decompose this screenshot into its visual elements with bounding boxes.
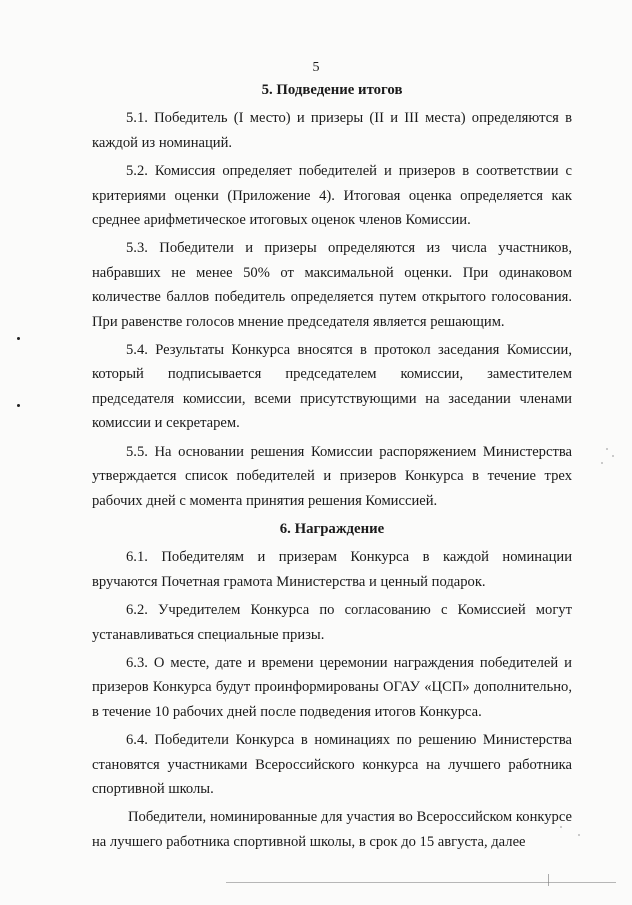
scan-speck bbox=[606, 448, 608, 450]
scan-dot bbox=[17, 337, 20, 340]
paragraph-5-2: 5.2. Комиссия определяет победителей и призеров в соответствии с критериями оценки (Приложение 4). Итоговая оценка определяется как среднее арифметическое итоговых оценок членов Комиссии. bbox=[92, 163, 572, 229]
paragraph-5-5: 5.5. На основании решения Комиссии распоряжением Министерства утверждается список победителей и призеров Конкурса в течение трех рабочих дней с момента принятия решения Комиссией. bbox=[92, 443, 572, 509]
section-6-heading: 6. Награждение bbox=[279, 520, 385, 537]
scan-dot bbox=[17, 404, 20, 407]
scan-speck bbox=[578, 834, 580, 836]
paragraph-6-5: Победители, номинированные для участия во Всероссийском конкурсе на лучшего работника спортивной школы, в срок до 15 августа, далее bbox=[92, 809, 572, 850]
section-5-heading: 5. Подведение итогов bbox=[261, 82, 403, 98]
paragraph-5-4: 5.4. Результаты Конкурса вносятся в протокол заседания Комиссии, который подписывается председателем комиссии, заместителем председателя комиссии, всеми присутствующими на заседании членами комиссии и секретарем. bbox=[92, 342, 572, 432]
paragraph-6-2: 6.2. Учредителем Конкурса по согласованию с Комиссией могут устанавливаться специальные призы. bbox=[92, 602, 572, 643]
scan-edge-line bbox=[226, 882, 616, 883]
paragraph-6-1: 6.1. Победителям и призерам Конкурса в каждой номинации вручаются Почетная грамота Министерства и ценный подарок. bbox=[92, 549, 572, 590]
paragraph-6-3: 6.3. О месте, дате и времени церемонии награждения победителей и призеров Конкурса будут проинформированы ОГАУ «ЦСП» дополнительно, в течение 10 рабочих дней после подведения итогов Конкурса. bbox=[92, 654, 572, 720]
scan-speck bbox=[560, 826, 562, 828]
scan-edge-mark bbox=[548, 874, 549, 886]
scan-speck bbox=[612, 455, 614, 457]
scan-speck bbox=[601, 462, 603, 464]
paragraph-5-3: 5.3. Победители и призеры определяются из числа участников, набравших не менее 50% от максимальной оценки. При одинаковом количестве баллов победитель определяется путем открытого голосования. При равенстве голосов мнение председателя является решающим. bbox=[92, 240, 572, 330]
paragraph-5-1: 5.1. Победитель (I место) и призеры (II и III места) определяются в каждой из номинаций. bbox=[92, 110, 572, 151]
page-number: 5 bbox=[312, 60, 320, 75]
document-body bbox=[92, 78, 572, 858]
paragraph-6-4: 6.4. Победители Конкурса в номинациях по решению Министерства становятся участниками Всероссийского конкурса на лучшего работника спортивной школы. bbox=[92, 732, 572, 797]
